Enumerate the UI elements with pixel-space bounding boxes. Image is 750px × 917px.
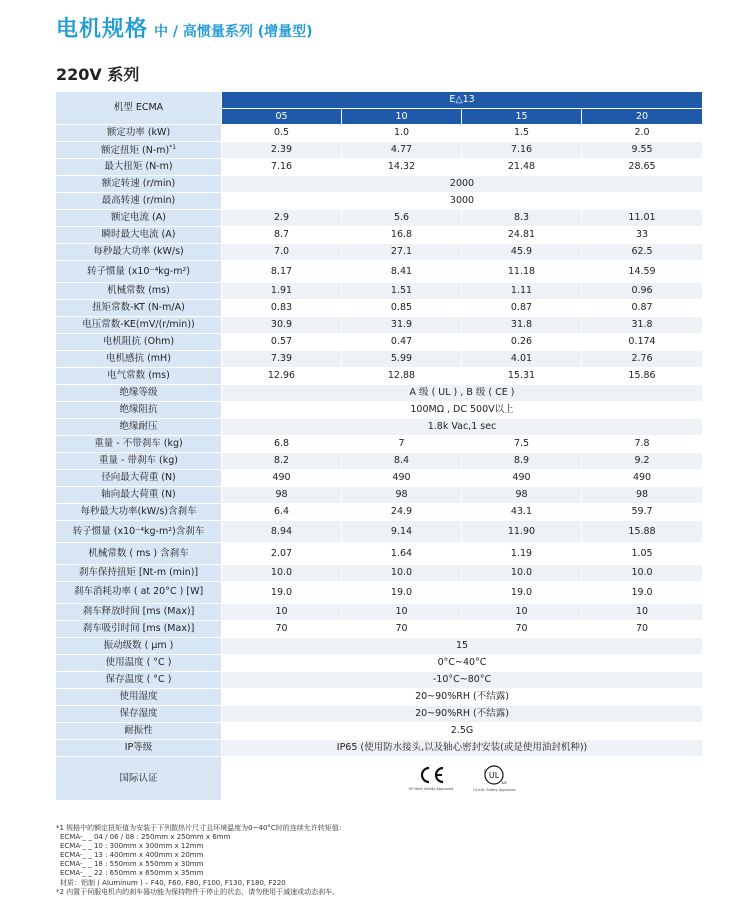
spec-value: 20~90%RH (不结露) xyxy=(222,706,703,723)
row-label-text: 振动级数 ( μm ) xyxy=(103,640,174,652)
row-label xyxy=(56,740,222,757)
table-row xyxy=(56,368,703,385)
cert-logos xyxy=(222,757,703,801)
spec-value: 6.8 xyxy=(222,436,342,453)
row-label xyxy=(56,453,222,470)
footnote-line: ECMA-_ _ 18 : 550mm x 550mm x 30mm xyxy=(60,860,204,869)
row-label xyxy=(56,317,222,334)
row-label-text: 耐振性 xyxy=(124,725,153,737)
row-label xyxy=(56,543,222,565)
spec-value: 4.77 xyxy=(342,142,462,159)
spec-value: 19.0 xyxy=(462,582,582,604)
footnote-line: 材质：铝制 ( Aluminum ) – F40, F60, F80, F100, F130, F180, F220 xyxy=(60,878,286,887)
spec-value: 14.59 xyxy=(582,261,703,283)
row-label-text: 绝缘等级 xyxy=(119,387,158,399)
spec-value: 7.16 xyxy=(462,142,582,159)
row-label xyxy=(56,334,222,351)
table-row xyxy=(56,227,703,244)
table-row xyxy=(56,740,703,757)
title-subtitle: 中 / 高惯量系列 (增量型) xyxy=(154,24,313,40)
spec-value: 10 xyxy=(222,604,342,621)
spec-value: 5.6 xyxy=(342,210,462,227)
spec-value: 98 xyxy=(222,487,342,504)
spec-value: 20~90%RH (不结露) xyxy=(222,689,703,706)
row-label-text: 每秒最大功率(kW/s)含刹车 xyxy=(80,506,197,518)
spec-value: 21.48 xyxy=(462,159,582,176)
table-row xyxy=(56,604,703,621)
table-row xyxy=(56,159,703,176)
page-title xyxy=(56,12,313,43)
spec-value: 10 xyxy=(582,604,703,621)
spec-value: 8.17 xyxy=(222,261,342,283)
row-label xyxy=(56,470,222,487)
spec-value: 10 xyxy=(462,604,582,621)
spec-value: 0.26 xyxy=(462,334,582,351)
spec-value: IP65 (使用防水接头,以及轴心密封安装(或是使用油封机种)) xyxy=(222,740,703,757)
spec-value: 70 xyxy=(342,621,462,638)
spec-value: 8.4 xyxy=(342,453,462,470)
spec-value: 9.14 xyxy=(342,521,462,543)
footnote-line: *1 规格中的额定扭矩值为安装于下列散热片尺寸且环境温度为0~40°C时的连续允许转矩值： xyxy=(56,824,346,832)
row-label xyxy=(56,419,222,436)
row-label xyxy=(56,621,222,638)
spec-value: -10°C~80°C xyxy=(222,672,703,689)
table-row xyxy=(56,543,703,565)
spec-value: 10.0 xyxy=(342,565,462,582)
series-title: 220V 系列 xyxy=(56,65,140,84)
row-label-text: 轴向最大荷重 (N) xyxy=(101,489,176,501)
row-label-text: 额定电流 (A) xyxy=(111,212,166,224)
table-row xyxy=(56,565,703,582)
row-label xyxy=(56,300,222,317)
spec-value: 1.0 xyxy=(342,125,462,142)
table-row xyxy=(56,419,703,436)
row-label xyxy=(56,193,222,210)
spec-value: 19.0 xyxy=(582,582,703,604)
spec-value: 490 xyxy=(222,470,342,487)
cert-caption: UP Mark Safety Approved xyxy=(408,787,454,792)
spec-value: 98 xyxy=(342,487,462,504)
table-row xyxy=(56,385,703,402)
spec-value: 43.1 xyxy=(462,504,582,521)
row-label xyxy=(56,261,222,283)
row-label-text: 重量 - 不带刹车 (kg) xyxy=(94,438,183,450)
spec-value: 15.31 xyxy=(462,368,582,385)
ce-mark-icon xyxy=(409,765,454,792)
row-label xyxy=(56,159,222,176)
row-label xyxy=(56,706,222,723)
row-label-text: 保存湿度 xyxy=(119,708,158,720)
table-row xyxy=(56,487,703,504)
spec-value: 8.2 xyxy=(222,453,342,470)
row-label-text: 电机阻抗 (Ohm) xyxy=(102,336,175,348)
spec-value: 1.91 xyxy=(222,283,342,300)
svg-text:us: us xyxy=(502,779,507,785)
row-label-text: 绝缘耐压 xyxy=(119,421,158,433)
spec-value: 8.9 xyxy=(462,453,582,470)
spec-value: 7 xyxy=(342,436,462,453)
row-label xyxy=(56,582,222,604)
row-label-text: 刹车吸引时间 [ms (Max)] xyxy=(82,623,195,635)
row-label-text: 额定功率 (kW) xyxy=(106,127,171,139)
table-row xyxy=(56,621,703,638)
spec-value: 15.86 xyxy=(582,368,703,385)
spec-value: 19.0 xyxy=(222,582,342,604)
spec-value: 0.5 xyxy=(222,125,342,142)
table-row xyxy=(56,261,703,283)
cert-label: 国际认证 xyxy=(56,757,222,801)
table-row xyxy=(56,142,703,159)
row-label xyxy=(56,487,222,504)
table-row xyxy=(56,638,703,655)
spec-value: 7.39 xyxy=(222,351,342,368)
spec-value: 2000 xyxy=(222,176,703,193)
title-main: 电机规格 xyxy=(56,17,149,42)
spec-value: 0.96 xyxy=(582,283,703,300)
spec-value: 6.4 xyxy=(222,504,342,521)
svg-text:UL: UL xyxy=(489,770,500,780)
row-label-text: 转子惯量 (x10⁻⁴kg-m²)含刹车 xyxy=(72,525,205,537)
table-row xyxy=(56,334,703,351)
table-row xyxy=(56,176,703,193)
row-label xyxy=(56,227,222,244)
table-row xyxy=(56,655,703,672)
spec-value: 0.57 xyxy=(222,334,342,351)
footnote-line: ECMA-_ _ 13 : 400mm x 400mm x 20mm xyxy=(60,851,204,860)
spec-value: 14.32 xyxy=(342,159,462,176)
spec-value: 0.47 xyxy=(342,334,462,351)
table-row xyxy=(56,521,703,543)
row-label xyxy=(56,351,222,368)
spec-value: 12.96 xyxy=(222,368,342,385)
spec-value: 45.9 xyxy=(462,244,582,261)
spec-value: 1.5 xyxy=(462,125,582,142)
spec-value: 7.16 xyxy=(222,159,342,176)
spec-value: 59.7 xyxy=(582,504,703,521)
row-label xyxy=(56,125,222,142)
spec-value: 15.88 xyxy=(582,521,703,543)
spec-value: 10.0 xyxy=(582,565,703,582)
column-header: 05 xyxy=(222,109,342,125)
table-row xyxy=(56,283,703,300)
spec-value: 8.41 xyxy=(342,261,462,283)
spec-value: 490 xyxy=(462,470,582,487)
spec-value: 8.94 xyxy=(222,521,342,543)
table-row xyxy=(56,723,703,740)
table-row xyxy=(56,504,703,521)
spec-value: 5.99 xyxy=(342,351,462,368)
row-label xyxy=(56,521,222,543)
row-label-text: 机械常数 ( ms ) 含刹车 xyxy=(88,547,189,559)
spec-value: 10 xyxy=(342,604,462,621)
spec-value: 70 xyxy=(222,621,342,638)
spec-value: 0.87 xyxy=(582,300,703,317)
table-row xyxy=(56,317,703,334)
row-label-text: 使用温度 ( °C ) xyxy=(105,657,172,669)
spec-value: 12.88 xyxy=(342,368,462,385)
row-label xyxy=(56,504,222,521)
cert-row xyxy=(56,757,703,801)
table-row xyxy=(56,210,703,227)
spec-value: 98 xyxy=(582,487,703,504)
row-label-text: 转子惯量 (x10⁻⁴kg-m²) xyxy=(87,265,190,277)
spec-value: 1.11 xyxy=(462,283,582,300)
spec-value: 11.90 xyxy=(462,521,582,543)
row-label xyxy=(56,655,222,672)
row-label xyxy=(56,565,222,582)
row-label xyxy=(56,689,222,706)
table-row xyxy=(56,689,703,706)
spec-value: 15 xyxy=(222,638,703,655)
column-header: 20 xyxy=(582,109,703,125)
row-label-text: 每秒最大功率 (kW/s) xyxy=(93,246,184,258)
spec-table xyxy=(55,91,703,801)
row-label-text: 额定转速 (r/min) xyxy=(101,178,176,190)
spec-value: 2.9 xyxy=(222,210,342,227)
spec-value: 2.07 xyxy=(222,543,342,565)
table-row xyxy=(56,582,703,604)
row-label-text: 扭矩常数-KT (N-m/A) xyxy=(92,302,185,314)
spec-value: 0.85 xyxy=(342,300,462,317)
row-label xyxy=(56,283,222,300)
table-row xyxy=(56,672,703,689)
table-row xyxy=(56,402,703,419)
footnote-line: ECMA-_ _ 04 / 06 / 08 : 250mm x 250mm x 6mm xyxy=(60,833,231,842)
spec-value: 0.87 xyxy=(462,300,582,317)
ul-mark-icon xyxy=(473,764,515,793)
cert-caption: UL/cUL Safety Approved xyxy=(473,788,516,793)
row-label-text: 使用湿度 xyxy=(119,691,158,703)
spec-value: 16.8 xyxy=(342,227,462,244)
spec-value: 2.5G xyxy=(222,723,703,740)
row-label-text: IP等级 xyxy=(124,742,153,754)
svg-text:c: c xyxy=(484,767,487,773)
spec-value: 1.8k Vac,1 sec xyxy=(222,419,703,436)
spec-value: 33 xyxy=(582,227,703,244)
spec-value: 7.0 xyxy=(222,244,342,261)
spec-value: 31.8 xyxy=(462,317,582,334)
spec-value: 62.5 xyxy=(582,244,703,261)
row-label xyxy=(56,723,222,740)
row-label-text: 保存温度 ( °C ) xyxy=(105,674,172,686)
spec-value: 70 xyxy=(582,621,703,638)
spec-value: A 级 ( UL ) , B 级 ( CE ) xyxy=(222,385,703,402)
table-row xyxy=(56,351,703,368)
table-row xyxy=(56,193,703,210)
spec-value: 30.9 xyxy=(222,317,342,334)
row-label-text: 电压常数-KE(mV/(r/min)) xyxy=(82,319,195,331)
spec-value: 98 xyxy=(462,487,582,504)
spec-value: 7.8 xyxy=(582,436,703,453)
spec-value: 0°C~40°C xyxy=(222,655,703,672)
row-label xyxy=(56,638,222,655)
table-row xyxy=(56,453,703,470)
row-label-text: 刹车保持扭矩 [Nt-m (min)] xyxy=(78,567,199,579)
footnotes xyxy=(56,824,706,897)
spec-value: 31.9 xyxy=(342,317,462,334)
footnote-marker: *1 xyxy=(169,143,177,151)
spec-value: 9.2 xyxy=(582,453,703,470)
spec-value: 1.64 xyxy=(342,543,462,565)
spec-value: 1.19 xyxy=(462,543,582,565)
spec-value: 1.05 xyxy=(582,543,703,565)
table-row xyxy=(56,125,703,142)
row-label-text: 重量 - 带刹车 (kg) xyxy=(99,455,178,467)
spec-value: 28.65 xyxy=(582,159,703,176)
row-label-text: 瞬时最大电流 (A) xyxy=(101,229,176,241)
row-label-text: 额定扭矩 (N-m) xyxy=(100,144,170,156)
footnote-line: ECMA-_ _ 22 : 650mm x 650mm x 35mm xyxy=(60,869,204,878)
footnote-line: *2 内置于伺服电机内的刹车器功能为保持物件于停止的状态，请勿使用于减速或动态刹车。 xyxy=(56,887,340,896)
spec-value: 70 xyxy=(462,621,582,638)
spec-value: 31.8 xyxy=(582,317,703,334)
spec-value: 11.18 xyxy=(462,261,582,283)
row-label xyxy=(56,604,222,621)
spec-value: 2.76 xyxy=(582,351,703,368)
row-label xyxy=(56,436,222,453)
row-label-text: 径向最大荷重 (N) xyxy=(101,472,176,484)
row-label xyxy=(56,672,222,689)
footnote-line: ECMA-_ _ 10 : 300mm x 300mm x 12mm xyxy=(60,842,204,851)
spec-value: 2.39 xyxy=(222,142,342,159)
row-label xyxy=(56,402,222,419)
table-row xyxy=(56,244,703,261)
spec-value: 0.83 xyxy=(222,300,342,317)
spec-value: 1.51 xyxy=(342,283,462,300)
spec-value: 490 xyxy=(342,470,462,487)
row-label-text: 绝缘阻抗 xyxy=(119,404,158,416)
row-label-text: 电气常数 (ms) xyxy=(107,370,170,382)
row-label-text: 最大扭矩 (N-m) xyxy=(104,161,173,173)
row-label xyxy=(56,385,222,402)
row-label-text: 电机感抗 (mH) xyxy=(106,353,171,365)
row-label-text: 最高转速 (r/min) xyxy=(101,195,176,207)
row-label xyxy=(56,142,222,159)
spec-value: 27.1 xyxy=(342,244,462,261)
spec-value: 10.0 xyxy=(462,565,582,582)
spec-value: 24.81 xyxy=(462,227,582,244)
row-label xyxy=(56,210,222,227)
row-label xyxy=(56,176,222,193)
table-row xyxy=(56,470,703,487)
spec-value: 11.01 xyxy=(582,210,703,227)
model-label: 机型 ECMA xyxy=(56,92,222,125)
spec-value: 8.3 xyxy=(462,210,582,227)
spec-value: 490 xyxy=(582,470,703,487)
table-row xyxy=(56,300,703,317)
row-label xyxy=(56,244,222,261)
table-row xyxy=(56,436,703,453)
spec-value: 24.9 xyxy=(342,504,462,521)
spec-value: 19.0 xyxy=(342,582,462,604)
spec-value: 100MΩ , DC 500V以上 xyxy=(222,402,703,419)
spec-value: 9.55 xyxy=(582,142,703,159)
row-label-text: 机械常数 (ms) xyxy=(107,285,170,297)
spec-value: 8.7 xyxy=(222,227,342,244)
spec-value: 2.0 xyxy=(582,125,703,142)
column-header: 15 xyxy=(462,109,582,125)
row-label xyxy=(56,368,222,385)
row-label-text: 刹车释放时间 [ms (Max)] xyxy=(82,606,195,618)
spec-value: 4.01 xyxy=(462,351,582,368)
spec-value: 3000 xyxy=(222,193,703,210)
frame-header: E△13 xyxy=(222,92,703,109)
row-label-text: 刹车消耗功率 ( at 20°C ) [W] xyxy=(73,586,204,598)
spec-value: 10.0 xyxy=(222,565,342,582)
spec-value: 7.5 xyxy=(462,436,582,453)
spec-value: 0.174 xyxy=(582,334,703,351)
spec-table-body xyxy=(56,92,703,801)
column-header: 10 xyxy=(342,109,462,125)
table-row xyxy=(56,706,703,723)
